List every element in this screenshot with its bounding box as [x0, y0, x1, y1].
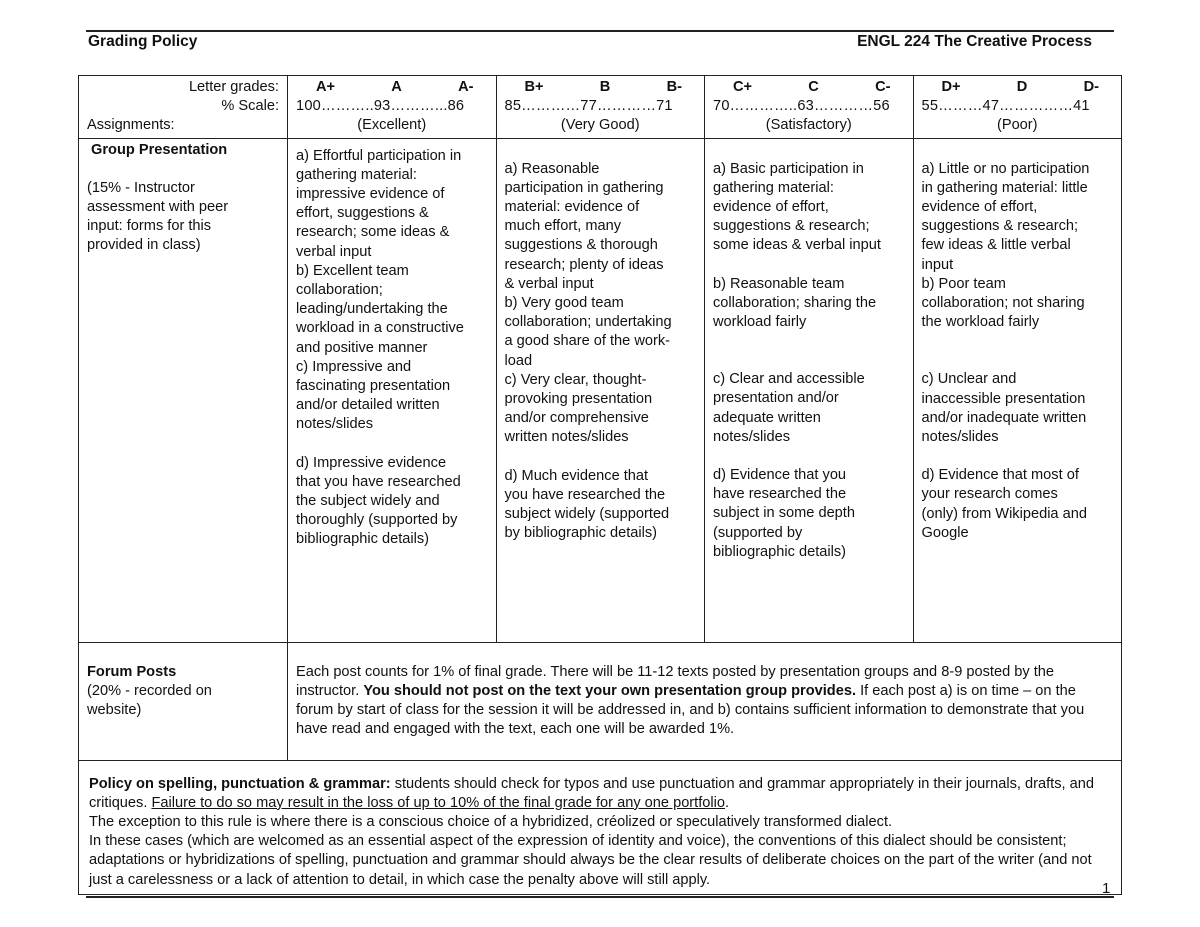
- criterion-line: notes/slides: [921, 429, 999, 446]
- band-scale: 85…………77…………71: [504, 98, 673, 115]
- grade-letter: C+: [733, 79, 753, 95]
- group-presentation-label-cell: [79, 138, 288, 642]
- group-presentation-note: provided in class): [87, 237, 201, 254]
- criterion-line: thoroughly (supported by: [296, 512, 458, 529]
- criterion-line: workload fairly: [713, 314, 807, 331]
- criterion-line: & verbal input: [504, 275, 594, 292]
- criterion-line: gathering material:: [713, 179, 834, 196]
- forum-text-part1: Each post counts for 1% of final grade. There will be 11-12 texts posted by presentation groups and 8-9 posted by the instructor.: [296, 663, 1054, 699]
- criterion-line: subject widely (supported: [504, 506, 670, 523]
- criterion-line: presentation and/or: [713, 390, 839, 407]
- criterion-line: d) Evidence that most of: [921, 467, 1079, 484]
- scale-label: % Scale:: [221, 98, 279, 115]
- criterion-line: suggestions & thorough: [504, 237, 658, 254]
- band-scale: 100………..93………...86: [296, 98, 465, 115]
- criterion-line: load: [504, 352, 533, 369]
- criterion-line: have researched the: [713, 486, 847, 503]
- band-scale: 55………47……………41: [921, 98, 1090, 115]
- criterion-line: Google: [921, 524, 969, 541]
- criterion-line: b) Poor team: [921, 275, 1006, 292]
- grade-letter: A: [391, 79, 402, 95]
- band-excellent: [288, 76, 497, 139]
- band-satisfactory: [705, 76, 914, 139]
- forum-posts-note: website): [87, 702, 142, 719]
- criterion-line: a) Little or no participation: [921, 160, 1090, 177]
- group-presentation-note: input: forms for this: [87, 218, 212, 235]
- criterion-line: that you have researched: [296, 473, 461, 490]
- criterion-line: and/or detailed written: [296, 397, 440, 414]
- criterion-line: much effort, many: [504, 218, 622, 235]
- criterion-line: in gathering material: little: [921, 179, 1088, 196]
- policy-exception: The exception to this rule is where there is a conscious choice of a hybridized, créolized or speculatively transformed dialect.: [89, 814, 893, 831]
- forum-posts-note: (20% - recorded on: [87, 682, 212, 699]
- criterion-line: collaboration; not sharing: [921, 295, 1085, 312]
- criterion-line: some ideas & verbal input: [713, 237, 881, 254]
- criterion-line: written notes/slides: [504, 429, 629, 446]
- group-presentation-very-good: [496, 138, 705, 642]
- policy-row: [79, 760, 1122, 894]
- criterion-line: the workload fairly: [921, 314, 1040, 331]
- criterion-line: evidence of effort,: [713, 199, 829, 216]
- criterion-line: c) Very clear, thought-: [504, 371, 647, 388]
- forum-posts-title: Forum Posts: [87, 663, 177, 680]
- band-very-good: [496, 76, 705, 139]
- policy-text: students should check for typos and use punctuation and grammar appropriately in their journals, drafts, and critiques.: [89, 775, 1094, 811]
- page-number: 1: [1102, 880, 1111, 897]
- criterion-line: your research comes: [921, 486, 1058, 503]
- criterion-line: effort, suggestions &: [296, 205, 429, 222]
- policy-dialect-conventions: In these cases (which are welcomed as an essential aspect of the expression of identity and voice), the conventions of this dialect should be consistent; adaptations or hybridizations of spelling, punctuation and grammar should always be the clear results of deliberate choices on the part of the writer (and not just a carelessness or a lack of attention to detail, in which case the penalty above will still apply.: [89, 833, 1092, 888]
- header-left-title: Grading Policy: [88, 33, 198, 50]
- criterion-line: a) Effortful participation in: [296, 147, 462, 164]
- group-presentation-poor: [913, 138, 1122, 642]
- band-scale: 70…………..63…………56: [713, 98, 890, 115]
- criterion-line: and positive manner: [296, 339, 428, 356]
- criterion-line: workload in a constructive: [296, 320, 464, 337]
- criterion-line: participation in gathering: [504, 179, 664, 196]
- criterion-line: and/or comprehensive: [504, 410, 649, 427]
- forum-posts-description: [288, 642, 1122, 760]
- criterion-line: notes/slides: [296, 416, 374, 433]
- band-label: (Excellent): [357, 117, 427, 134]
- policy-penalty: Failure to do so may result in the loss of up to 10% of the final grade for any one portfolio: [151, 794, 725, 811]
- criterion-line: a) Reasonable: [504, 160, 600, 177]
- criterion-line: d) Impressive evidence: [296, 454, 447, 471]
- criterion-line: collaboration; sharing the: [713, 294, 877, 311]
- header-labels-cell: [79, 76, 288, 139]
- header-top-rule: [86, 30, 1114, 32]
- band-poor: [913, 76, 1122, 139]
- criterion-line: bibliographic details): [296, 531, 430, 548]
- criterion-line: evidence of effort,: [921, 199, 1038, 216]
- band-label: (Very Good): [560, 117, 640, 134]
- criterion-line: research; some ideas &: [296, 224, 450, 241]
- grade-letter: B+: [524, 79, 544, 95]
- letter-grades-label: Letter grades:: [188, 79, 279, 95]
- band-label: (Satisfactory): [765, 117, 852, 134]
- criterion-line: (supported by: [713, 524, 803, 541]
- criterion-line: research; plenty of ideas: [504, 256, 664, 273]
- criterion-line: by bibliographic details): [504, 525, 658, 542]
- criterion-line: impressive evidence of: [296, 186, 445, 203]
- forum-posts-row: [79, 642, 1122, 760]
- spelling-policy-cell: [79, 760, 1122, 894]
- criterion-line: collaboration; undertaking: [504, 314, 672, 331]
- criterion-line: c) Unclear and: [921, 371, 1017, 388]
- criterion-line: and/or inadequate written: [921, 409, 1087, 426]
- criterion-line: verbal input: [296, 243, 372, 260]
- criterion-line: collaboration;: [296, 282, 383, 299]
- group-presentation-note: (15% - Instructor: [87, 179, 195, 196]
- criterion-line: gathering material:: [296, 166, 417, 183]
- grading-rubric-table: [78, 75, 1122, 895]
- criterion-line: few ideas & little verbal: [921, 237, 1071, 254]
- criterion-line: d) Evidence that you: [713, 467, 847, 484]
- grade-letter: C-: [875, 79, 891, 95]
- criterion-line: d) Much evidence that: [504, 467, 649, 484]
- footer-rule: [86, 896, 1114, 898]
- grade-letter: C: [808, 79, 819, 95]
- criterion-line: you have researched the: [504, 486, 666, 503]
- grade-letter: D-: [1083, 79, 1099, 95]
- criterion-line: notes/slides: [713, 428, 791, 445]
- forum-text-part2: If each post a) is on time – on the forum by start of class for the session it will be addressed in, and b) contains sufficient information to demonstrate that you have read and engaged with the text, each one will be awarded 1%.: [296, 682, 1085, 738]
- band-label: (Poor): [996, 117, 1038, 134]
- criterion-line: provoking presentation: [504, 391, 653, 408]
- grade-letter: B: [599, 79, 611, 95]
- criterion-line: bibliographic details): [713, 543, 847, 560]
- group-presentation-note: assessment with peer: [87, 199, 229, 216]
- criterion-line: b) Very good team: [504, 295, 624, 312]
- header-course-title: ENGL 224 The Creative Process: [857, 33, 1092, 50]
- criterion-line: c) Impressive and: [296, 358, 412, 375]
- group-presentation-satisfactory: [705, 138, 914, 642]
- criterion-line: suggestions & research;: [713, 218, 870, 235]
- criterion-line: inaccessible presentation: [921, 390, 1086, 407]
- grade-letter: A-: [458, 79, 474, 95]
- grade-letter: D+: [941, 79, 961, 95]
- criterion-line: c) Clear and accessible: [713, 371, 865, 388]
- group-presentation-title: Group Presentation: [91, 141, 228, 158]
- criterion-line: leading/undertaking the: [296, 301, 448, 318]
- criterion-line: (only) from Wikipedia and: [921, 505, 1087, 522]
- criterion-line: input: [921, 256, 954, 273]
- grade-letter: D: [1016, 79, 1028, 95]
- criterion-line: adequate written: [713, 409, 821, 426]
- policy-title: Policy on spelling, punctuation & grammar:: [89, 775, 391, 792]
- criterion-line: suggestions & research;: [921, 218, 1079, 235]
- criterion-line: a) Basic participation in: [713, 160, 864, 177]
- grade-letter: A+: [316, 79, 336, 95]
- criterion-line: the subject widely and: [296, 493, 440, 510]
- grade-header-row: [79, 76, 1122, 139]
- criterion-line: b) Excellent team: [296, 262, 409, 279]
- criterion-line: material: evidence of: [504, 199, 640, 216]
- forum-text-bold: You should not post on the text your own presentation group provides.: [363, 682, 857, 699]
- forum-posts-label-cell: [79, 642, 288, 760]
- criterion-line: b) Reasonable team: [713, 275, 845, 292]
- group-presentation-excellent: [288, 138, 497, 642]
- group-presentation-row: [79, 138, 1122, 642]
- criterion-line: a good share of the work-: [504, 333, 670, 350]
- policy-text-end: .: [725, 794, 730, 811]
- criterion-line: fascinating presentation: [296, 378, 451, 395]
- grade-letter: B-: [666, 79, 682, 95]
- criterion-line: subject in some depth: [713, 505, 855, 522]
- assignments-label: Assignments:: [87, 117, 175, 134]
